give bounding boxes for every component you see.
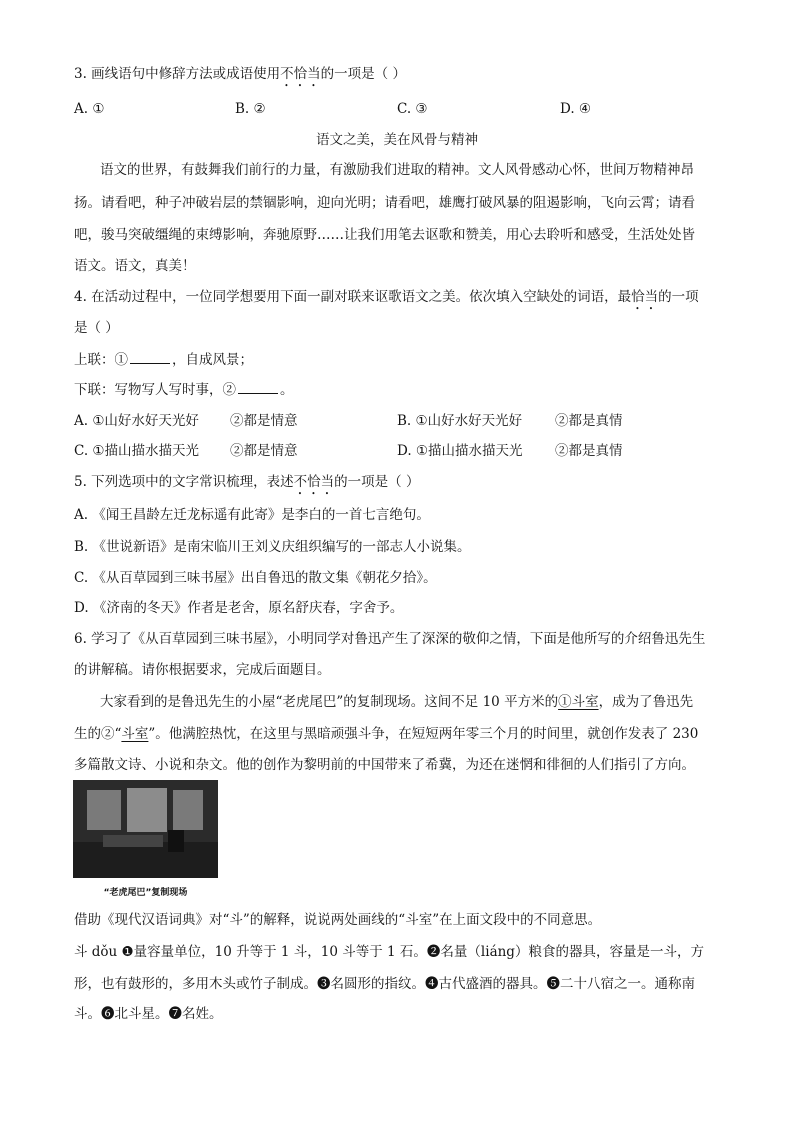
q6-paragraph-line1 <box>100 692 693 712</box>
q4-option-a[interactable] <box>74 411 199 431</box>
q4-lower-b: 。 <box>280 382 294 398</box>
q3-option-c[interactable]: C. ③ <box>397 101 428 117</box>
passage-title: 语文之美，美在风骨与精神 <box>316 132 478 148</box>
q4-blank-1[interactable] <box>130 363 170 364</box>
q5-option-b[interactable]: B. 《世说新语》是南宋临川王刘义庆组织编写的一部志人小说集。 <box>74 539 471 555</box>
q6-paragraph-line3: 多篇散文诗、小说和杂文。他的创作为黎明前的中国带来了希冀，为还在迷惘和徘徊的人们指引了方向。 <box>74 757 695 773</box>
q4-lower-a: 下联：写物写人写时事，② <box>74 382 236 398</box>
q4-upper-a: 上联：① <box>74 352 128 368</box>
q4-stem-a: 4. 在活动过程中，一位同学想要用下面一副对联来讴歌语文之美。依次填入空缺处的词语，最 <box>74 289 632 305</box>
q6-para-l2-a: 生的②“ <box>74 726 122 742</box>
q4-stem-b: 的一项 <box>658 289 699 305</box>
dictionary-entry-line2: 形，也有鼓形的，多用木头或竹子制成。❸名圆形的指纹。❹古代盛酒的器具。❺二十八宿之一。通称南 <box>74 976 695 992</box>
q4-upper-b: ，自成风景； <box>172 352 253 368</box>
q6-ask: 借助《现代汉语词典》对“斗”的解释，说说两处画线的“斗室”在上面文段中的不同意思。 <box>74 912 602 928</box>
q6-paragraph-line2 <box>74 724 698 744</box>
q4-option-b[interactable] <box>397 411 522 431</box>
q4-option-b-part2: ②都是真情 <box>555 413 623 429</box>
q4-stem-line2: 是（ ） <box>74 320 119 336</box>
q5-stem-a: 5. 下列选项中的文字常识梳理，表述 <box>74 474 294 490</box>
q3-option-b[interactable]: B. ② <box>235 101 266 117</box>
q5-stem <box>74 472 419 498</box>
q4-blank-2[interactable] <box>238 393 278 394</box>
q6-stem-line1: 6. 学习了《从百草园到三味书屋》，小明同学对鲁迅产生了深深的敬仰之情，下面是他所写的介绍鲁迅先生 <box>74 631 706 647</box>
dictionary-entry-line1: 斗 dǒu ❶量容量单位，10 升等于 1 斗，10 斗等于 1 石。❷名量（liáng）粮食的器具，容量是一斗，方 <box>74 944 704 960</box>
q3-option-a[interactable]: A. ① <box>74 101 105 117</box>
q4-lower-couplet <box>74 380 294 400</box>
q6-para-l2-b: ”。他满腔热忱，在这里与黑暗顽强斗争，在短短两年零三个月的时间里，就创作发表了 230 <box>148 726 699 742</box>
study-room-photo <box>73 780 218 878</box>
q3-stem-a: 3. 画线语句中修辞方法或成语使用 <box>74 66 281 82</box>
q4-option-d-part2: ②都是真情 <box>555 443 623 459</box>
photo-caption: “老虎尾巴”复制现场 <box>103 888 188 898</box>
passage-line: 吧，骏马突破缰绳的束缚影响，奔驰原野……让我们用笔去讴歌和赞美，用心去聆听和感受，生活处处皆 <box>74 227 695 243</box>
q4-option-c[interactable] <box>74 441 199 461</box>
passage-line: 语文的世界，有鼓舞我们前行的力量，有激励我们进取的精神。文人风骨感动心怀，世间万物精神昂 <box>100 162 694 178</box>
q3-stem-b: 的一项是（ ） <box>320 66 406 82</box>
passage-line: 扬。请看吧，种子冲破岩层的禁锢影响，迎向光明；请看吧，雄鹰打破风暴的阻遏影响，飞向云霄；请看 <box>74 195 695 211</box>
q4-upper-couplet <box>74 350 253 370</box>
q6-stem-line2: 的讲解稿。请你根据要求，完成后面题目。 <box>74 662 331 678</box>
q5-stem-emphasis: 不恰当 <box>293 474 335 490</box>
q4-option-c-part2: ②都是情意 <box>230 443 298 459</box>
q4-option-d-part1: D. ①描山描水描天光 <box>397 443 523 459</box>
q4-stem <box>74 287 699 313</box>
q4-option-b-part1: B. ①山好水好天光好 <box>397 413 523 429</box>
q5-option-c[interactable]: C. 《从百草园到三味书屋》出自鲁迅的散文集《朝花夕拾》。 <box>74 570 437 586</box>
q5-stem-b: 的一项是（ ） <box>334 474 420 490</box>
q6-underline-2: 斗室 <box>121 726 149 742</box>
q5-option-a[interactable]: A. 《闻王昌龄左迁龙标遥有此寄》是李白的一首七言绝句。 <box>74 507 430 523</box>
q4-stem-emphasis: 恰当 <box>631 289 659 305</box>
q3-stem <box>74 64 406 90</box>
q4-option-c-part1: C. ①描山描水描天光 <box>74 443 200 459</box>
q6-para-l1-a: 大家看到的是鲁迅先生的小屋“老虎尾巴”的复制现场。这间不足 10 平方米的 <box>100 694 559 710</box>
q4-option-a-part2: ②都是情意 <box>230 413 298 429</box>
q5-option-d[interactable]: D. 《济南的冬天》作者是老舍，原名舒庆春，字舍予。 <box>74 600 404 616</box>
dictionary-entry-line3: 斗。❻北斗星。❼名姓。 <box>74 1006 223 1022</box>
q4-option-a-part1: A. ①山好水好天光好 <box>74 413 199 429</box>
q3-option-d[interactable]: D. ④ <box>560 101 592 117</box>
q6-para-l1-b: ，成为了鲁迅先 <box>598 694 694 710</box>
q4-option-d[interactable] <box>397 441 523 461</box>
q6-underline-1: ①斗室 <box>558 694 599 710</box>
passage-line: 语文。语文，真美！ <box>74 258 196 274</box>
q3-stem-emphasis: 不恰当 <box>280 66 321 82</box>
